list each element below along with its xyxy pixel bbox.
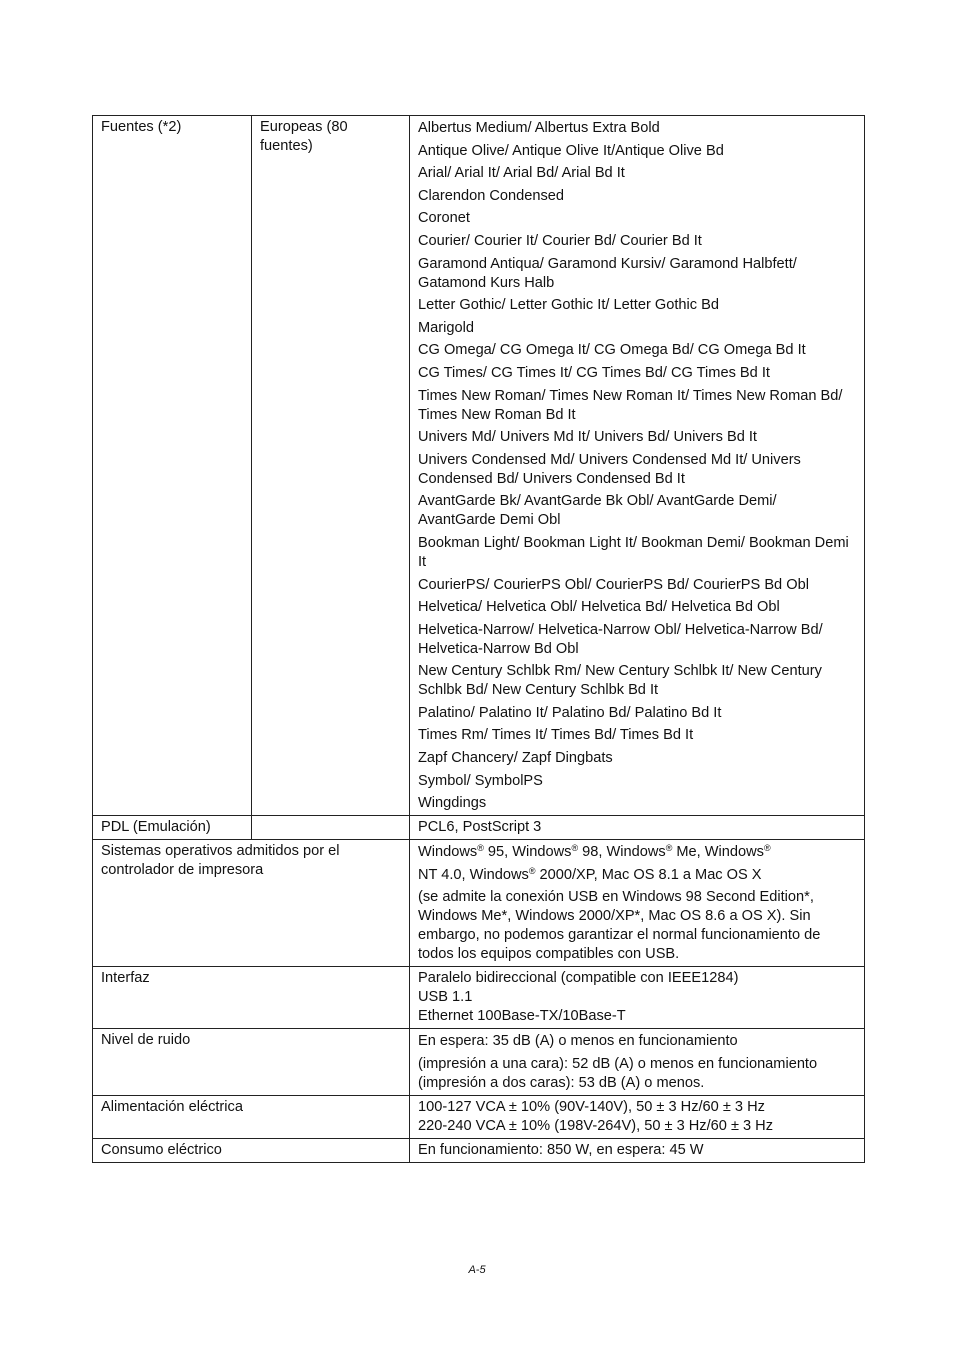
fonts-list [410,116,865,816]
interface-item: Paralelo bidireccional (compatible con IEEE1284) [418,970,739,987]
registered-mark: ® [763,843,771,854]
font-item: Helvetica-Narrow/ Helvetica-Narrow Obl/ Helvetica-Narrow Bd/ Helvetica-Narrow Bd Obl [418,621,823,657]
os-text: Me, Windows [672,844,764,861]
font-item: Wingdings [418,795,487,812]
consumption-label: Consumo eléctrico [93,1139,410,1163]
table-row-os [93,840,865,967]
os-text: 95, Windows [483,844,572,861]
font-item: New Century Schlbk Rm/ New Century Schlbk It/ New Century Schlbk Bd/ New Century Schlbk Bd It [418,663,822,699]
font-item: Helvetica/ Helvetica Obl/ Helvetica Bd/ Helvetica Bd Obl [418,599,780,616]
font-item: AvantGarde Bk/ AvantGarde Bk Obl/ AvantGarde Demi/ AvantGarde Demi Obl [418,493,777,529]
font-item: Univers Md/ Univers Md It/ Univers Bd/ Univers Bd It [418,429,757,446]
table-row-pdl [93,816,865,840]
noise-label: Nivel de ruido [93,1029,410,1096]
font-item: Zapf Chancery/ Zapf Dingbats [418,750,613,767]
os-label: Sistemas operativos admitidos por el controlador de impresora [93,840,410,967]
noise-line: (impresión a una cara): 52 dB (A) o menos en funcionamiento [418,1056,818,1073]
os-text: NT 4.0, Windows [418,866,529,883]
pdl-value: PCL6, PostScript 3 [410,816,865,840]
font-item: Symbol/ SymbolPS [418,772,543,789]
power-line: 100-127 VCA ± 10% (90V-140V), 50 ± 3 Hz/60 ± 3 Hz [418,1099,765,1116]
font-item: Univers Condensed Md/ Univers Condensed Md It/ Univers Condensed Bd/ Univers Condensed Bd It [418,451,801,487]
font-item: Clarendon Condensed [418,187,565,204]
font-item: Coronet [418,210,470,227]
os-text: Windows [418,844,478,861]
font-item: Albertus Medium/ Albertus Extra Bold [418,120,660,136]
os-usb-note: (se admite la conexión USB en Windows 98 Second Edition*, Windows Me*, Windows 2000/XP*, Mac OS 8.6 a OS X). Sin embargo, no podemos garantizar el normal funcionamiento de todos los equipos compatibles con USB. [418,889,821,963]
font-item: Times Rm/ Times It/ Times Bd/ Times Bd It [418,727,694,744]
registered-mark: ® [665,843,673,854]
font-item: Garamond Antiqua/ Garamond Kursiv/ Garamond Halbfett/ Gatamond Kurs Halb [418,255,797,291]
font-item: Letter Gothic/ Letter Gothic It/ Letter Gothic Bd [418,297,719,314]
font-item: CourierPS/ CourierPS Obl/ CourierPS Bd/ CourierPS Bd Obl [418,576,809,593]
interface-label: Interfaz [93,967,410,1029]
registered-mark: ® [528,865,536,876]
noise-value [410,1029,865,1096]
os-line-2 [418,866,856,885]
power-label: Alimentación eléctrica [93,1096,410,1139]
pdl-empty-cell [252,816,410,840]
consumption-value: En funcionamiento: 850 W, en espera: 45 W [410,1139,865,1163]
page-number: A-5 [468,1264,486,1276]
noise-line: En espera: 35 dB (A) o menos en funcionamiento [418,1033,738,1050]
power-value [410,1096,865,1139]
font-item: Times New Roman/ Times New Roman It/ Times New Roman Bd/ Times New Roman Bd It [418,387,843,423]
font-item: Bookman Light/ Bookman Light It/ Bookman Demi/ Bookman Demi It [418,534,849,570]
font-item: CG Times/ CG Times It/ CG Times Bd/ CG Times Bd It [418,364,770,381]
table-row-consumption [93,1139,865,1163]
font-item: Marigold [418,319,474,336]
fonts-sublabel: Europeas (80 fuentes) [252,116,410,816]
font-item: CG Omega/ CG Omega It/ CG Omega Bd/ CG Omega Bd It [418,342,806,359]
font-item: Courier/ Courier It/ Courier Bd/ Courier Bd It [418,232,702,249]
interface-item: Ethernet 100Base-TX/10Base-T [418,1008,626,1025]
noise-line: (impresión a dos caras): 53 dB (A) o menos. [418,1075,705,1092]
os-text: 2000/XP, Mac OS 8.1 a Mac OS X [535,866,762,883]
font-item: Antique Olive/ Antique Olive It/Antique Olive Bd [418,142,724,159]
power-line: 220-240 VCA ± 10% (198V-264V), 50 ± 3 Hz/60 ± 3 Hz [418,1118,774,1135]
specifications-table [92,115,865,1163]
os-line-1 [418,843,856,862]
table-row-fonts [93,116,865,816]
os-text: 98, Windows [578,844,666,861]
os-value [410,840,865,967]
fonts-label: Fuentes (*2) [93,116,252,816]
interface-value [410,967,865,1029]
font-item: Arial/ Arial It/ Arial Bd/ Arial Bd It [418,165,625,182]
registered-mark: ® [477,843,484,854]
interface-item: USB 1.1 [418,989,473,1006]
registered-mark: ® [571,843,579,854]
pdl-label: PDL (Emulación) [93,816,252,840]
table-row-noise [93,1029,865,1096]
table-row-power [93,1096,865,1139]
table-row-interface [93,967,865,1029]
font-item: Palatino/ Palatino It/ Palatino Bd/ Palatino Bd It [418,704,722,721]
